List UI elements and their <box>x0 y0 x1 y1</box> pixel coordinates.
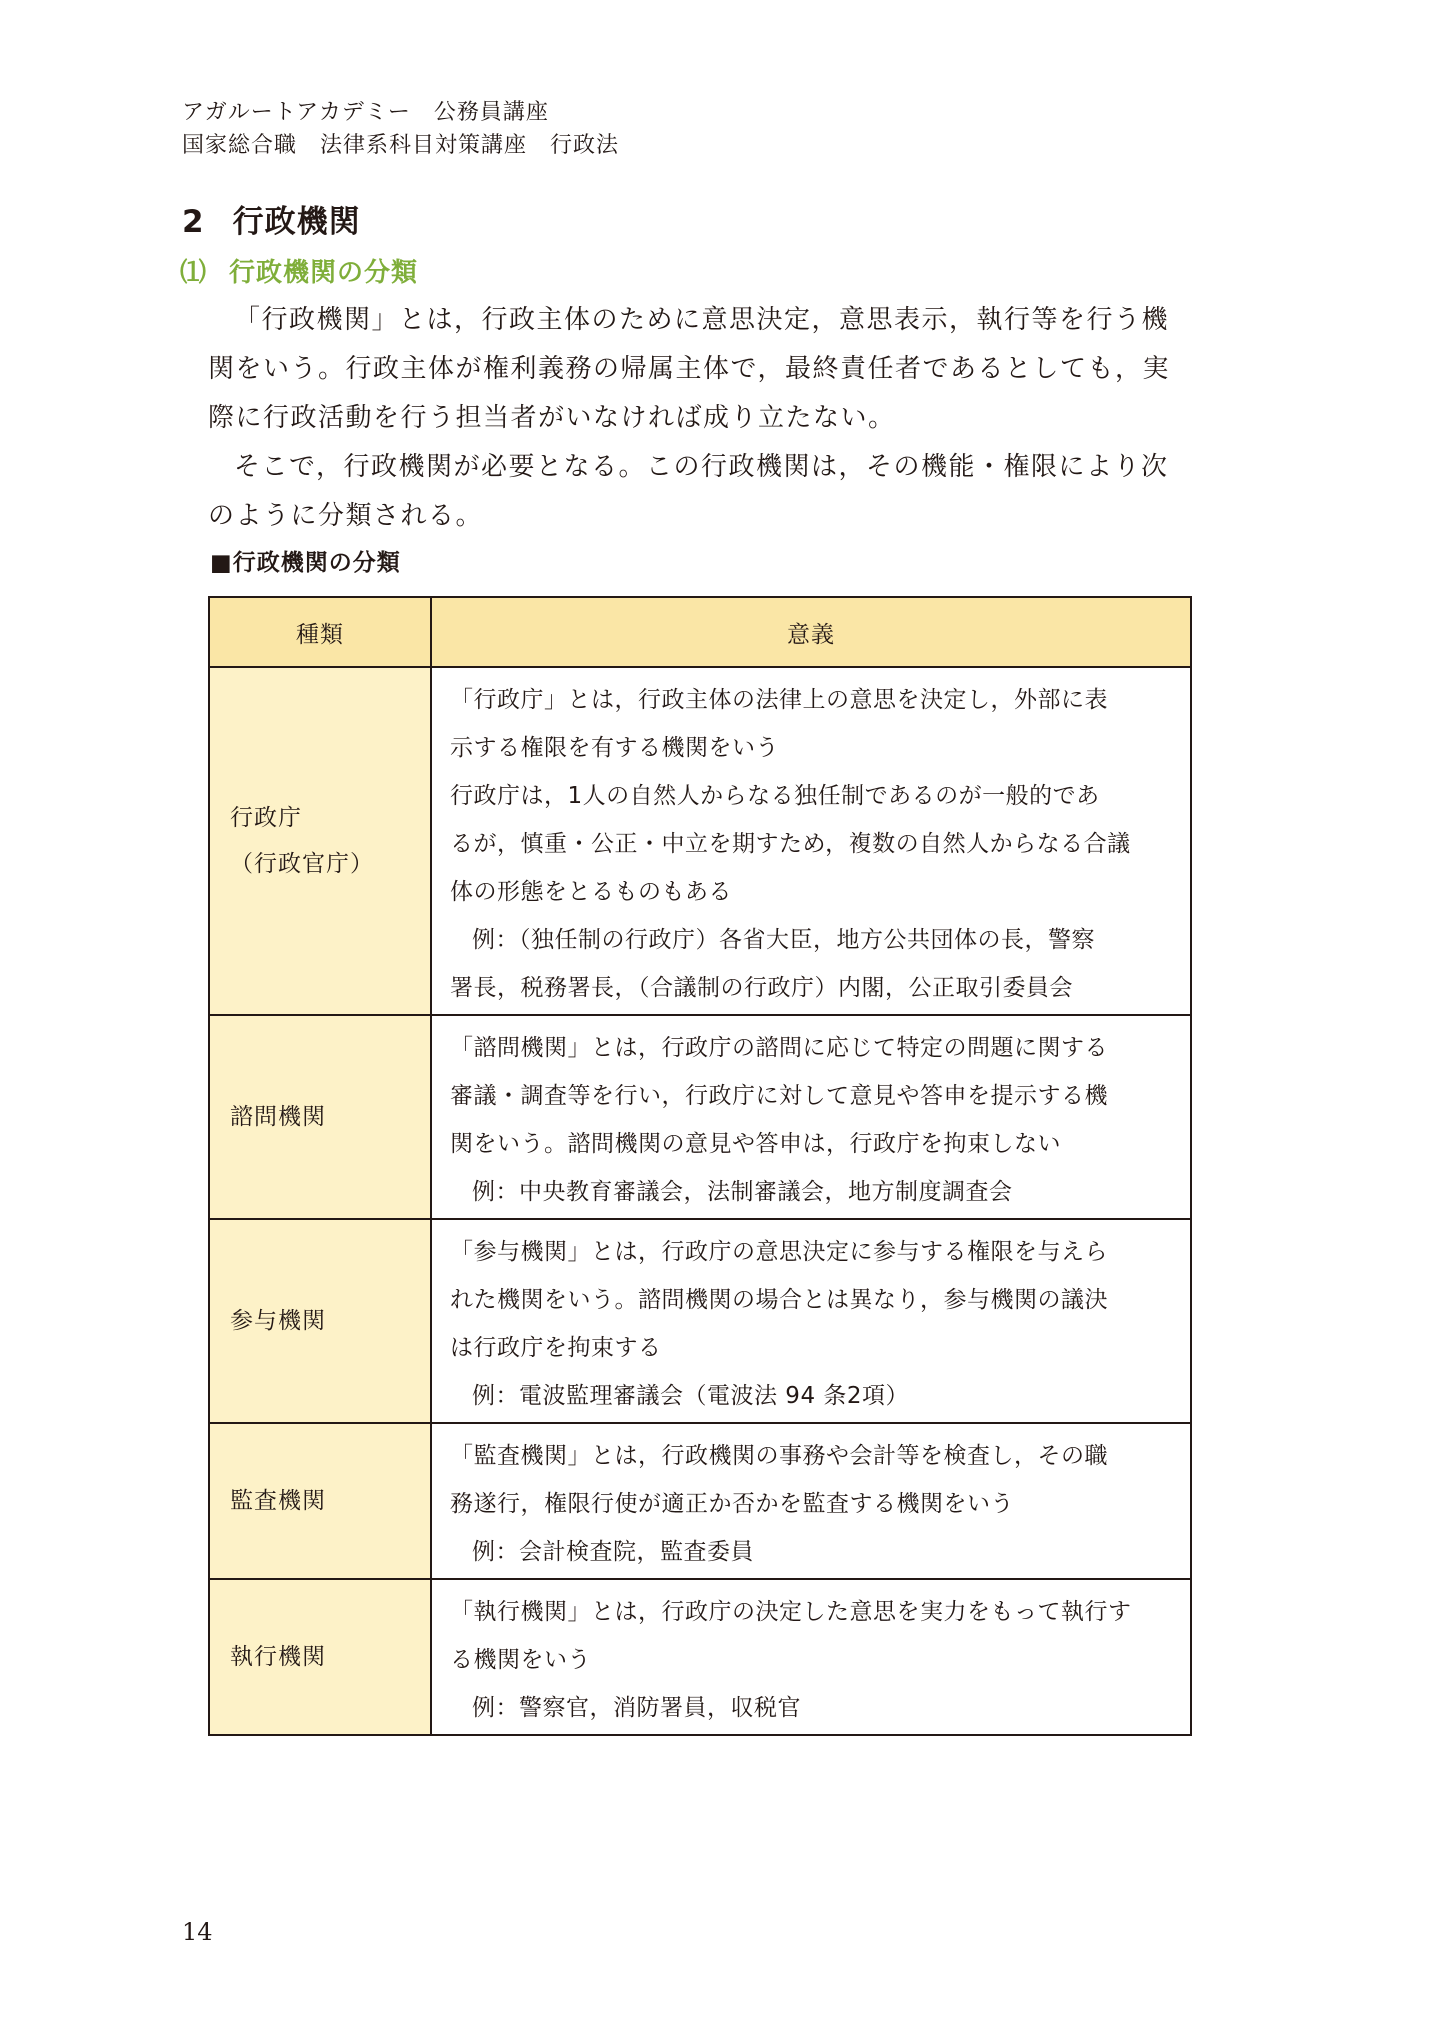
type-label: 行政庁 <box>230 805 302 831</box>
meaning-line: 「執行機関」とは，行政庁の決定した意思を実力をもって執行す <box>450 1599 1132 1625</box>
type-label: 執行機関 <box>230 1644 326 1670</box>
type-cell <box>209 667 431 1015</box>
meaning-line: 「参与機関」とは，行政庁の意思決定に参与する権限を与えら <box>450 1239 1108 1265</box>
meaning-line: は行政庁を拘束する <box>450 1335 662 1361</box>
page-number: 14 <box>182 1918 213 1946</box>
meaning-line: 関をいう。諮問機関の意見や答申は，行政庁を拘束しない <box>450 1131 1061 1157</box>
meaning-line: 示する権限を有する機関をいう <box>450 735 779 761</box>
meaning-line: 審議・調査等を行い，行政庁に対して意見や答申を提示する機 <box>450 1083 1108 1109</box>
table-header-row <box>209 597 1191 667</box>
type-cell <box>209 1219 431 1423</box>
type-label: 監査機関 <box>230 1488 326 1514</box>
section-title-text: 行政機関 <box>232 204 361 240</box>
subsection-title-text: 行政機関の分類 <box>229 258 419 288</box>
meaning-line: る機関をいう <box>450 1647 591 1673</box>
paragraph-line: のように分類される。 <box>208 501 484 531</box>
header-type: 種類 <box>209 597 431 667</box>
meaning-line: るが，慎重・公正・中立を期すため，複数の自然人からなる合議 <box>450 831 1131 857</box>
section-number: 2 <box>182 204 205 240</box>
meaning-cell <box>431 1015 1191 1219</box>
meaning-line: 「監査機関」とは，行政機関の事務や会計等を検査し，その職 <box>450 1443 1108 1469</box>
meaning-cell <box>431 667 1191 1015</box>
paragraph-line: 関をいう。行政主体が権利義務の帰属主体で，最終責任者であるとしても，実 <box>208 354 1170 384</box>
type-cell <box>209 1579 431 1735</box>
type-cell <box>209 1423 431 1579</box>
example-line: 署長，税務署長，（合議制の行政庁）内閣，公正取引委員会 <box>450 975 1073 1001</box>
paragraph-line: 「行政機関」とは，行政主体のために意思決定，意思表示，執行等を行う機 <box>234 305 1170 335</box>
meaning-cell <box>431 1219 1191 1423</box>
meaning-line: 体の形態をとるものもある <box>450 879 732 905</box>
table-row <box>209 1015 1191 1219</box>
header-meaning: 意義 <box>431 597 1191 667</box>
table-row <box>209 1423 1191 1579</box>
meaning-line: 務遂行，権限行使が適正か否かを監査する機関をいう <box>450 1491 1014 1517</box>
type-label: （行政官庁） <box>230 851 374 877</box>
paragraph-2 <box>208 443 1232 541</box>
example-line: 例：会計検査院，監査委員 <box>472 1539 754 1565</box>
meaning-cell <box>431 1579 1191 1735</box>
meaning-line: 「行政庁」とは，行政主体の法律上の意思を決定し，外部に表 <box>450 687 1108 713</box>
type-label: 参与機関 <box>230 1308 326 1334</box>
example-line: 例：中央教育審議会，法制審議会，地方制度調査会 <box>472 1179 1013 1205</box>
example-line: 例：電波監理審議会（電波法 94 条2項） <box>472 1383 910 1409</box>
type-label: 諮問機関 <box>230 1104 326 1130</box>
page-header <box>182 96 619 162</box>
subsection-number: ⑴ <box>180 258 208 288</box>
table-row <box>209 1219 1191 1423</box>
type-cell <box>209 1015 431 1219</box>
header-line-2: 国家総合職 法律系科目対策講座 行政法 <box>182 133 620 158</box>
table-row <box>209 1579 1191 1735</box>
paragraph-1 <box>208 296 1232 443</box>
example-line: 例：警察官，消防署員，収税官 <box>472 1695 801 1721</box>
example-line: 例：（独任制の行政庁）各省大臣，地方公共団体の長，警察 <box>472 927 1095 953</box>
table-row <box>209 667 1191 1015</box>
meaning-cell <box>431 1423 1191 1579</box>
meaning-line: れた機関をいう。諮問機関の場合とは異なり，参与機関の議決 <box>450 1287 1108 1313</box>
meaning-line: 行政庁は，1人の自然人からなる独任制であるのが一般的であ <box>450 783 1100 809</box>
header-line-1: アガルートアカデミー 公務員講座 <box>182 100 549 125</box>
meaning-line: 「諮問機関」とは，行政庁の諮問に応じて特定の問題に関する <box>450 1035 1108 1061</box>
classification-table <box>208 596 1192 1736</box>
table-caption: ■行政機関の分類 <box>210 550 401 576</box>
paragraph-line: そこで，行政機関が必要となる。この行政機関は，その機能・権限により次 <box>234 452 1169 482</box>
paragraph-line: 際に行政活動を行う担当者がいなければ成り立たない。 <box>208 403 896 433</box>
subsection-title <box>180 252 418 289</box>
section-title <box>182 196 361 241</box>
